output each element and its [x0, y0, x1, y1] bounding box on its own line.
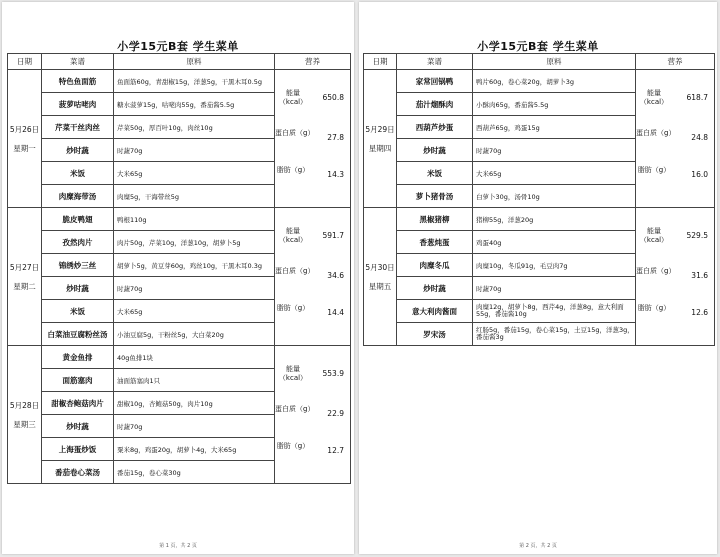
ingredients-text: 鸭根110g: [117, 215, 147, 224]
protein-value: 27.8: [327, 132, 344, 142]
date-cell: [8, 208, 42, 346]
dish-name: 番茄卷心菜汤: [42, 461, 114, 484]
menu-table: [7, 53, 351, 484]
date-label: 5月27日: [9, 262, 40, 272]
dish-name: 甜椒杏鲍菇肉片: [42, 392, 114, 415]
fat-value: 14.4: [327, 307, 344, 317]
dish-name: 茄汁熘酥肉: [397, 93, 473, 116]
dish-name: 香葱炖蛋: [397, 231, 473, 254]
ingredients-text: 西葫芦65g，鸡蛋15g: [476, 123, 540, 132]
dish-name: 面筋塞肉: [42, 369, 114, 392]
date-label: 5月28日: [9, 400, 40, 410]
energy-value: 618.7: [686, 92, 708, 102]
dish-ingredients: [114, 70, 275, 93]
weekday-label: 星期三: [13, 419, 36, 429]
fat-value: 12.7: [327, 445, 344, 455]
dish-name: 锦绣炒三丝: [42, 254, 114, 277]
page-footer: 第 2 页，共 2 页: [519, 543, 557, 549]
dish-ingredients: [114, 208, 275, 231]
header-ingredients: 原料: [473, 54, 636, 70]
dish-ingredients: [114, 185, 275, 208]
dish-name: 黄金鱼排: [42, 346, 114, 369]
fat-value: 12.6: [691, 307, 708, 317]
ingredients-text: 时蔬70g: [117, 146, 143, 155]
ingredients-text: 糖水菠萝15g，咕咾肉55g，番茄酱5.5g: [117, 100, 235, 109]
dish-name: 孜然肉片: [42, 231, 114, 254]
protein-label: 蛋白质（g）: [636, 266, 676, 275]
dish-name: 肉糜海带汤: [42, 185, 114, 208]
dish-name: 脆皮鸭翅: [42, 208, 114, 231]
protein-value: 34.6: [327, 270, 344, 280]
dish-ingredients: [114, 369, 275, 392]
header-ingredients: 原料: [114, 54, 275, 70]
ingredients-text: 小酥肉65g，番茄酱5.5g: [476, 100, 549, 109]
dish-ingredients: [114, 231, 275, 254]
protein-value: 24.8: [691, 132, 708, 142]
dish-name: 家常回锅鸭: [397, 70, 473, 93]
dish-ingredients: [114, 438, 275, 461]
nutrition-cell: [275, 208, 351, 346]
fat-label: 脂肪（g）: [276, 165, 310, 174]
dish-ingredients: [473, 300, 636, 323]
dish-ingredients: [114, 277, 275, 300]
dish-ingredients: [114, 139, 275, 162]
ingredients-text: 大米65g: [117, 169, 143, 178]
dish-ingredients: [473, 323, 636, 346]
energy-value: 591.7: [322, 230, 344, 240]
protein-label: 蛋白质（g）: [275, 404, 315, 413]
ingredients-text: 时蔬70g: [117, 284, 143, 293]
protein-label: 蛋白质（g）: [636, 128, 676, 137]
dish-ingredients: [473, 162, 636, 185]
page-footer: 第 1 页，共 2 页: [159, 543, 197, 549]
ingredients-text: 时蔬70g: [476, 146, 502, 155]
dish-ingredients: [114, 461, 275, 484]
dish-row: [364, 208, 715, 231]
ingredients-text: 番茄15g，卷心菜30g: [117, 468, 181, 477]
weekday-label: 星期二: [13, 281, 36, 291]
header-date: 日期: [364, 54, 397, 70]
dish-ingredients: [473, 139, 636, 162]
weekday-label: 星期五: [368, 281, 392, 291]
dish-name: 萝卜猪骨汤: [397, 185, 473, 208]
ingredients-text: 芹菜50g，厚百叶10g，肉丝10g: [117, 123, 213, 132]
ingredients-text: 肉片50g，芹菜10g，洋葱10g，胡萝卜5g: [117, 238, 241, 247]
dish-row: [8, 208, 351, 231]
dish-ingredients: [114, 392, 275, 415]
menu-page-left: [2, 2, 354, 554]
energy-label: 能量（kcal）: [278, 88, 308, 106]
dish-ingredients: [473, 116, 636, 139]
ingredients-text: 肉糜5g，干海带丝5g: [117, 192, 180, 201]
nutrition-cell: [275, 346, 351, 484]
fat-label: 脂肪（g）: [637, 303, 671, 312]
ingredients-text: 粟米8g，鸡蛋20g，胡萝卜4g，大米65g: [117, 445, 237, 454]
dish-row: [364, 70, 715, 93]
dish-name: 米饭: [397, 162, 473, 185]
fat-label: 脂肪（g）: [276, 441, 310, 450]
dish-name: 西葫芦炒蛋: [397, 116, 473, 139]
menu-page-right: [359, 2, 717, 554]
dish-ingredients: [473, 254, 636, 277]
energy-label: 能量（kcal）: [639, 226, 669, 244]
ingredients-text: 肉糜12g，胡萝卜8g，西芹4g，洋葱8g，意大利面55g，番茄酱10g: [476, 303, 624, 318]
dish-ingredients: [114, 346, 275, 369]
energy-value: 529.5: [686, 230, 708, 240]
protein-value: 31.6: [691, 270, 708, 280]
dish-name: 炒时蔬: [42, 415, 114, 438]
weekday-label: 星期一: [13, 143, 36, 153]
dish-name: 黑椒猪柳: [397, 208, 473, 231]
ingredients-text: 白萝卜30g，汤骨10g: [476, 192, 540, 201]
dish-ingredients: [473, 231, 636, 254]
dish-ingredients: [114, 254, 275, 277]
dish-ingredients: [473, 70, 636, 93]
dish-name: 肉糜冬瓜: [397, 254, 473, 277]
header-menu: 菜谱: [42, 54, 114, 70]
protein-label: 蛋白质（g）: [275, 128, 315, 137]
ingredients-text: 鱼面筋60g，青甜椒15g，洋葱5g，干黑木耳0.5g: [117, 77, 263, 86]
dish-name: 罗宋汤: [397, 323, 473, 346]
fat-value: 14.3: [327, 169, 344, 179]
ingredients-text: 40g鱼排1块: [117, 353, 154, 362]
energy-value: 553.9: [322, 368, 344, 378]
energy-label: 能量（kcal）: [278, 364, 308, 382]
dish-name: 菠萝咕咾肉: [42, 93, 114, 116]
energy-label: 能量（kcal）: [278, 226, 308, 244]
dish-name: 米饭: [42, 162, 114, 185]
nutrition-cell: [636, 208, 715, 346]
weekday-label: 星期四: [368, 143, 392, 153]
protein-value: 22.9: [327, 408, 344, 418]
ingredients-text: 红肠5g，番茄15g，卷心菜15g，土豆15g，洋葱3g，番茄酱3g: [476, 326, 634, 341]
dish-ingredients: [114, 300, 275, 323]
date-label: 5月26日: [9, 124, 40, 134]
date-cell: [364, 208, 397, 346]
page-title: 小学15元B套 学生菜单: [117, 40, 239, 53]
fat-label: 脂肪（g）: [637, 165, 671, 174]
dish-name: 特色鱼面筋: [42, 70, 114, 93]
ingredients-text: 胡萝卜5g，黄豆芽60g，鸡丝10g，干黑木耳0.3g: [117, 261, 263, 270]
date-label: 5月29日: [365, 124, 395, 134]
date-label: 5月30日: [365, 262, 395, 272]
header-menu: 菜谱: [397, 54, 473, 70]
dish-name: 白菜油豆腐粉丝汤: [42, 323, 114, 346]
dish-row: [8, 70, 351, 93]
header-row: [364, 54, 715, 70]
dish-ingredients: [473, 185, 636, 208]
dish-name: 炒时蔬: [42, 277, 114, 300]
ingredients-text: 甜椒10g，杏鲍菇50g，肉片10g: [117, 399, 213, 408]
energy-value: 650.8: [322, 92, 344, 102]
ingredients-text: 鸭片60g，卷心菜20g，胡萝卜3g: [476, 77, 575, 86]
ingredients-text: 时蔬70g: [117, 422, 143, 431]
fat-label: 脂肪（g）: [276, 303, 310, 312]
ingredients-text: 时蔬70g: [476, 284, 502, 293]
dish-ingredients: [114, 93, 275, 116]
page-title: 小学15元B套 学生菜单: [477, 40, 599, 53]
dish-ingredients: [114, 116, 275, 139]
nutrition-cell: [636, 70, 715, 208]
menu-table: [363, 53, 715, 346]
energy-label: 能量（kcal）: [639, 88, 669, 106]
dish-name: 炒时蔬: [397, 277, 473, 300]
dish-name: 炒时蔬: [397, 139, 473, 162]
dish-name: 芹菜干丝肉丝: [42, 116, 114, 139]
ingredients-text: 油面筋塞肉1只: [117, 376, 161, 385]
dish-ingredients: [473, 93, 636, 116]
protein-label: 蛋白质（g）: [275, 266, 315, 275]
dish-ingredients: [114, 415, 275, 438]
dish-name: 米饭: [42, 300, 114, 323]
ingredients-text: 肉糜10g，冬瓜91g，毛豆肉7g: [476, 261, 568, 270]
header-nutrition: 营养: [636, 54, 715, 70]
fat-value: 16.0: [691, 169, 708, 179]
dish-ingredients: [473, 208, 636, 231]
date-cell: [8, 346, 42, 484]
dish-name: 意大利肉酱面: [397, 300, 473, 323]
date-cell: [8, 70, 42, 208]
dish-name: 上海蛋炒饭: [42, 438, 114, 461]
dish-name: 炒时蔬: [42, 139, 114, 162]
ingredients-text: 鸡蛋40g: [476, 238, 502, 247]
header-nutrition: 营养: [275, 54, 351, 70]
header-date: 日期: [8, 54, 42, 70]
ingredients-text: 大米65g: [117, 307, 143, 316]
header-row: [8, 54, 351, 70]
nutrition-cell: [275, 70, 351, 208]
dish-ingredients: [114, 162, 275, 185]
ingredients-text: 小油豆腐5g，干粉丝5g，大白菜20g: [117, 330, 224, 339]
ingredients-text: 猪柳55g，洋葱20g: [476, 215, 534, 224]
date-cell: [364, 70, 397, 208]
dish-row: [8, 346, 351, 369]
dish-ingredients: [114, 323, 275, 346]
dish-ingredients: [473, 277, 636, 300]
ingredients-text: 大米65g: [476, 169, 502, 178]
